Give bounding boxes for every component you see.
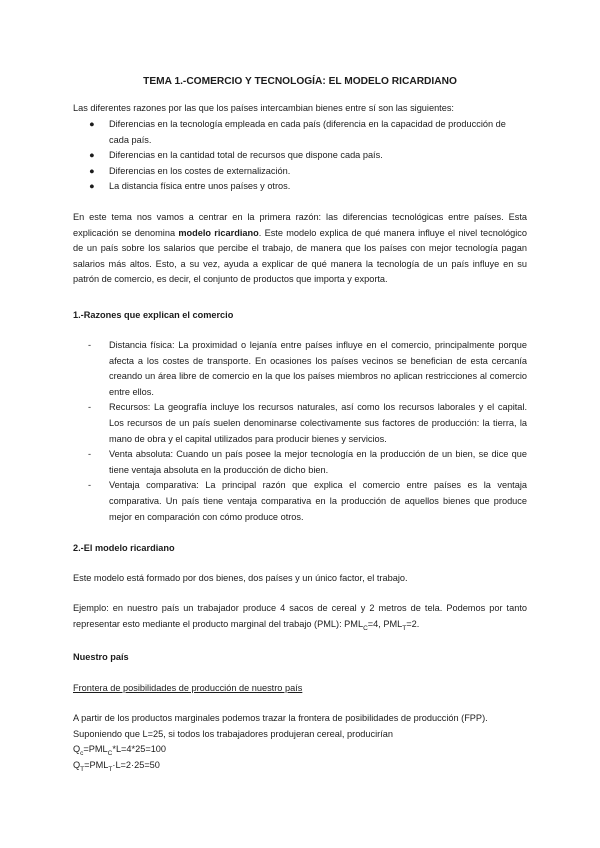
fpp-paragraph: A partir de los productos marginales podemos trazar la frontera de posibilidades de producción (FPP).	[73, 713, 488, 723]
bullet-icon: ●	[89, 181, 95, 192]
subheading-nuestro-pais: Nuestro país	[73, 652, 129, 662]
list-item: - Recursos: La geografía incluye los recursos naturales, así como los recursos laborales y el capital. Los recursos de un país suelen denominarse colectivamente sus factores de producción: la tierra, la mano de obra y el capital utilizados para producir bienes y servicios.	[88, 402, 527, 444]
bold-term: modelo ricardiano	[178, 227, 259, 238]
section-heading-1: 1.-Razones que explican el comercio	[73, 310, 234, 320]
dash-icon: -	[88, 340, 92, 350]
equation-tela: $Q_T=PML_T\cdot L=2\cdot 25=50$	[73, 760, 160, 773]
dash-icon: -	[88, 480, 92, 491]
dash-icon: -	[88, 449, 92, 460]
section-heading-2: 2.-El modelo ricardiano	[73, 543, 175, 553]
underlined-subtitle: Frontera de posibilidades de producción de nuestro país	[73, 683, 303, 693]
list-item: ● Diferencias en la tecnología empleada en cada país (diferencia en la capacidad de producción de cada país.	[89, 119, 506, 145]
example-paragraph: Ejemplo: en nuestro país un trabajador produce 4 sacos de cereal y 2 metros de tela. Podemos por tanto representar esto mediante el producto marginal del trabajo (PML): $PML_C=4$, $PML_T=2$.	[73, 603, 527, 632]
list-item: - Venta absoluta: Cuando un país posee la mejor tecnología en la producción de un bien, se dice que tiene ventaja absoluta en la producción de dicho bien.	[88, 449, 527, 475]
equation-cereal: $Q_c=PML_C*L=4*25=100$	[73, 744, 167, 757]
bullet-icon: ●	[89, 150, 95, 161]
list-item: ● La distancia física entre unos países y otros.	[73, 179, 527, 195]
list-item: - Distancia física: La proximidad o lejanía entre países influye en el comercio, principalmente porque afecta a los costes de transporte. En ocasiones los países vecinos se benefician de esta cercanía creando un área libre de comercio en la que los países miembros no aplican restricciones al comercio entre ellos.	[88, 340, 527, 397]
bullet-icon: ●	[89, 165, 95, 176]
page-title: TEMA 1.-COMERCIO Y TECNOLOGÍA: EL MODELO RICARDIANO	[143, 76, 457, 87]
model-description: Este modelo está formado por dos bienes, dos países y un único factor, el trabajo.	[73, 573, 408, 583]
list-item: - Ventaja comparativa: La principal razón que explica el comercio entre países es la ventaja comparativa. Un país tiene ventaja comparativa en la producción de aquellos bienes que produce mejor en comparación con cómo produce otros.	[88, 480, 527, 522]
reasons-dash-list	[73, 338, 527, 525]
dash-icon: -	[88, 402, 92, 413]
assumption-line: Suponiendo que L=25, si todos los trabajadores produjeran cereal, producirían	[73, 729, 393, 739]
list-item: ● Diferencias en los costes de externalización.	[73, 164, 527, 180]
list-item: ● Diferencias en la cantidad total de recursos que dispone cada país.	[73, 148, 527, 164]
ricardian-intro-paragraph: En este tema nos vamos a centrar en la primera razón: las diferencias tecnológicas entre países. Esta explicación se denomina modelo ricardiano. Este modelo explica de qué manera influye el nivel tecnológico de un país sobre los salarios que percibe el trabajo, de manera que los países con mejor tecnología pagan salarios más altos. Esto, a su vez, ayuda a explicar de qué manera la tecnología de un país influye en su patrón de comercio, es decir, el conjunto de productos que importa y exporta.	[73, 212, 527, 285]
reasons-bullet-list	[73, 117, 527, 195]
bullet-icon: ●	[89, 119, 95, 129]
intro-paragraph: Las diferentes razones por las que los países intercambian bienes entre sí son las siguientes:	[73, 103, 454, 113]
